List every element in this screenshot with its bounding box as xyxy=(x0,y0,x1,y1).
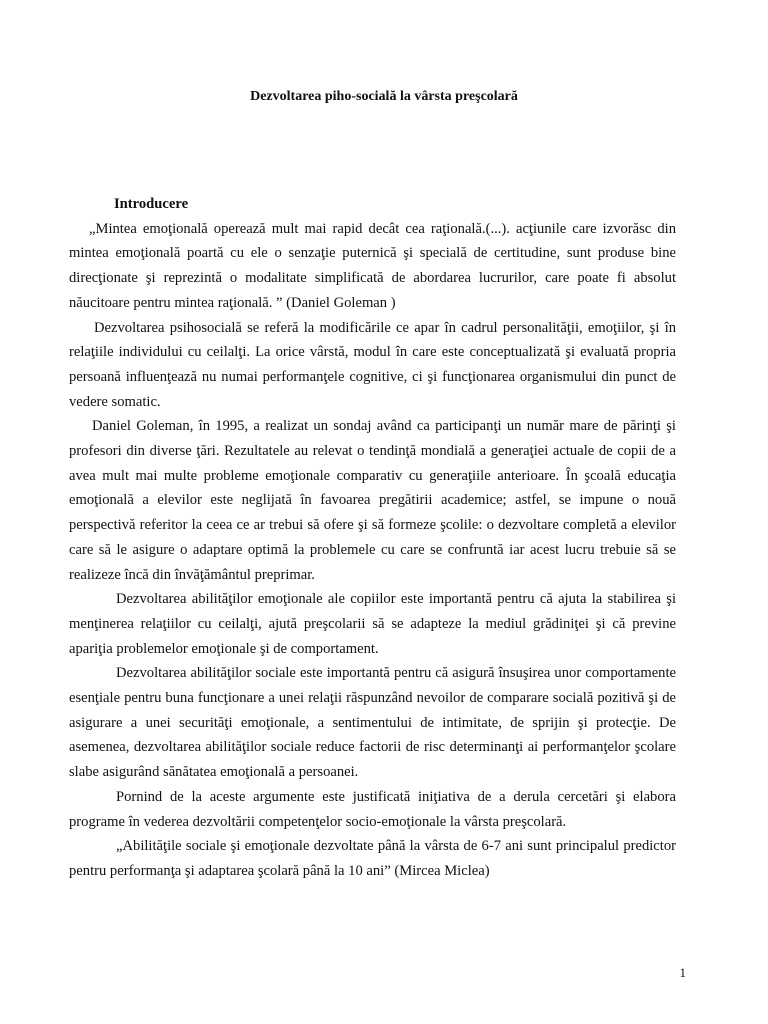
page-number: 1 xyxy=(679,965,686,980)
paragraph-social-skills: Dezvoltarea abilităţilor sociale este importantă pentru că asigură însuşirea unor comportamente esenţiale pentru buna funcţionare a unei relaţii răspunzând nevoilor de comparare socială pozitivă şi de asigurare a unei securităţi emoţionale, a sentimentului de intimitate, de sprijin şi protecţie. De asemenea, dezvoltarea abilităţilor sociale reduce factorii de risc determinanţi ai performanţelor şcolare slabe asigurând sănătatea emoţională a persoanei. xyxy=(69,665,676,781)
paragraph-quote-miclea: „Abilităţile sociale şi emoţionale dezvoltate până la vârsta de 6-7 ani sunt principalul predictor pentru performanţa şi adaptarea şcolară până la 10 ani” (Mircea Miclea) xyxy=(69,838,676,879)
document-body xyxy=(69,192,676,884)
section-heading: Introducere xyxy=(114,196,189,212)
paragraph-psychosocial-development: Dezvoltarea psihosocială se referă la modificările ce apar în cadrul personalităţii, emoţiilor, şi în relaţiile individului cu ceilalţi. La orice vârstă, modul în care este conceptualizată şi evaluată propria persoană influenţează nu numai performanţele cognitive, ci şi funcţionarea organismului din punct de vedere somatic. xyxy=(69,319,676,410)
paragraph-goleman-survey: Daniel Goleman, în 1995, a realizat un sondaj având ca participanţi un număr mare de părinţi şi profesori din diverse ţări. Rezultatele au relevat o tendinţă mondială a generaţiei actuale de copii de a avea mult mai multe probleme emoţionale comparativ cu generaţiile anterioare. În şcoală educaţia emoţională a elevilor este neglijată în favoarea pregătirii academice; astfel, se impune o nouă perspectivă referitor la ceea ce ar trebui să ofere şi să formeze şcolile: o dezvoltare completă a elevilor care să le asigure o adaptare optimă la problemele cu care se confruntă iar acest lucru trebuie să se realizeze încă din învăţământul preprimar. xyxy=(69,418,676,583)
paragraph-quote-goleman: „Mintea emoţională operează mult mai rapid decât cea raţională.(...). acţiunile care izvorăsc din mintea emoţională poartă cu ele o senzaţie puternică şi specială de certitudine, sunt produse bine direcţionate şi reprezintă o modalitate simplificată de abordarea lucrurilor, care poate fi absolut năucitoare pentru mintea raţională. ” (Daniel Goleman ) xyxy=(69,220,676,311)
paragraph-emotional-skills: Dezvoltarea abilităţilor emoţionale ale copiilor este importantă pentru că ajuta la stabilirea şi menţinerea relaţiilor cu ceilalţi, ajută preşcolarii să se adapteze la mediul grădiniţei şi că previne apariţia problemelor emoţionale şi de comportament. xyxy=(69,591,676,657)
document-title: Dezvoltarea piho-socială la vârsta preşcolară xyxy=(250,89,518,104)
paragraph-arguments: Pornind de la aceste argumente este justificată iniţiativa de a derula cercetări şi elabora programe în vederea dezvoltării competenţelor socio-emoţionale la vârsta preşcolară. xyxy=(69,788,676,830)
